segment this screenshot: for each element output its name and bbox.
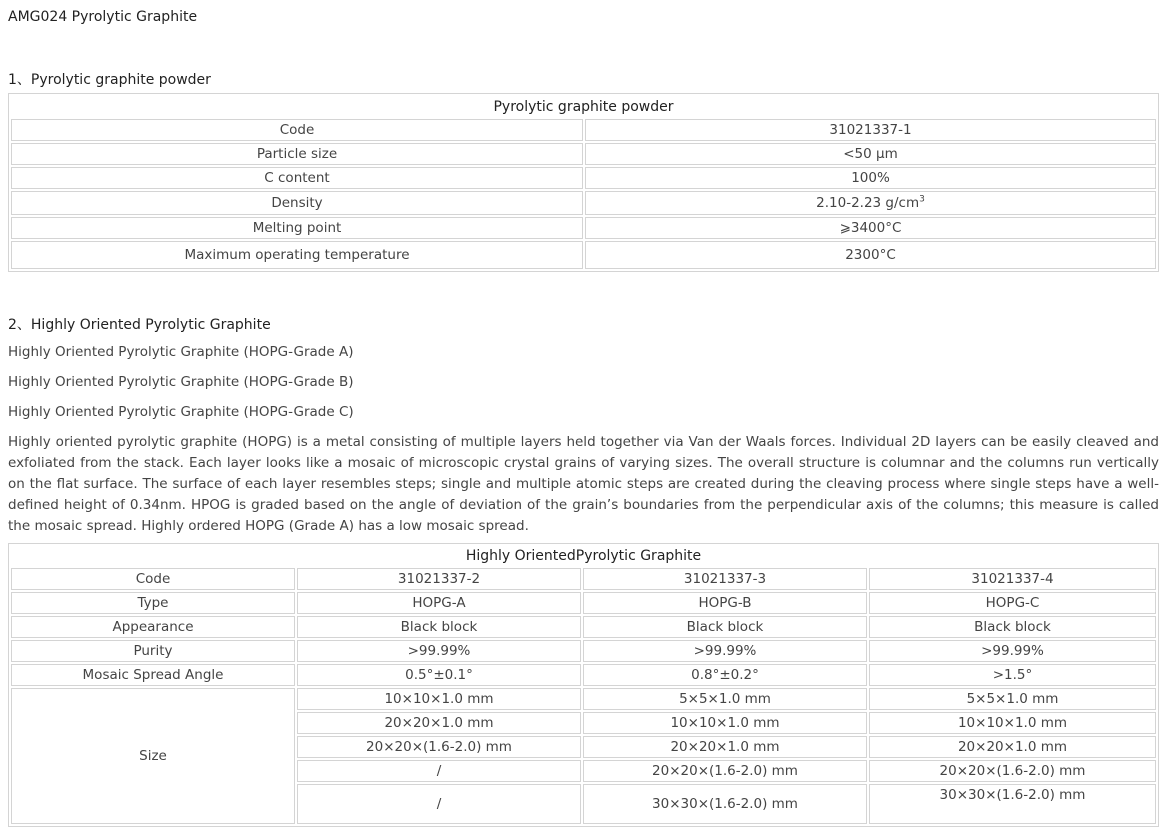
cell: 20×20×1.0 mm xyxy=(583,736,867,758)
row-label: Code xyxy=(11,119,583,141)
cell: / xyxy=(297,760,581,782)
cell: 10×10×1.0 mm xyxy=(297,688,581,710)
cell: >99.99% xyxy=(869,640,1156,662)
table-row xyxy=(11,664,1156,686)
powder-table-header: Pyrolytic graphite powder xyxy=(493,98,674,115)
cell: Black block xyxy=(583,616,867,638)
cell: 10×10×1.0 mm xyxy=(869,712,1156,734)
grade-c-line: Highly Oriented Pyrolytic Graphite (HOPG-Grade C) xyxy=(8,404,354,420)
grade-b-line: Highly Oriented Pyrolytic Graphite (HOPG-Grade B) xyxy=(8,374,354,390)
cell: 20×20×(1.6-2.0) mm xyxy=(297,736,581,758)
row-label: Purity xyxy=(11,640,295,662)
table-row xyxy=(11,688,1156,710)
row-label: Code xyxy=(11,568,295,590)
cell: 5×5×1.0 mm xyxy=(583,688,867,710)
row-label: Particle size xyxy=(11,143,583,165)
table-row xyxy=(11,119,1156,141)
hopg-description: Highly oriented pyrolytic graphite (HOPG) is a metal consisting of multiple layers held together via Van der Waals forces. Individual 2D layers can be easily cleaved and exfoliated from the stack. Each layer looks like a mosaic of microscopic crystal grains of varying sizes. The overall structure is columnar and the columns run vertically on the flat surface. The surface of each layer resembles steps; single and multiple atomic steps are created during the cleaving process where single steps have a well-defined height of 0.34nm. HPOG is graded based on the angle of deviation of the grain’s boundaries from the perpendicular axis of the columns; this measure is called the mosaic spread. Highly ordered HOPG (Grade A) has a low mosaic spread. xyxy=(8,434,1159,534)
table-row xyxy=(11,217,1156,239)
row-label: Melting point xyxy=(11,217,583,239)
row-label: Appearance xyxy=(11,616,295,638)
section1-heading: 1、Pyrolytic graphite powder xyxy=(8,72,211,88)
table-row xyxy=(11,167,1156,189)
size-label: Size xyxy=(11,688,295,824)
page-title: AMG024 Pyrolytic Graphite xyxy=(8,9,198,25)
row-value: 31021337-1 xyxy=(585,119,1156,141)
cell: 5×5×1.0 mm xyxy=(869,688,1156,710)
cell: HOPG-B xyxy=(583,592,867,614)
cell: >99.99% xyxy=(583,640,867,662)
cell: 31021337-4 xyxy=(869,568,1156,590)
row-label: Maximum operating temperature xyxy=(11,241,583,269)
row-value: 2300°C xyxy=(585,241,1156,269)
cell: 0.8°±0.2° xyxy=(583,664,867,686)
hopg-table-header: Highly OrientedPyrolytic Graphite xyxy=(465,548,702,564)
cell: 20×20×(1.6-2.0) mm xyxy=(583,760,867,782)
density-unit-exponent: 3 xyxy=(919,194,925,205)
row-value xyxy=(585,191,1156,215)
cell: 30×30×(1.6-2.0) mm xyxy=(583,784,867,824)
cell: / xyxy=(297,784,581,824)
cell: 20×20×1.0 mm xyxy=(869,736,1156,758)
grade-a-line: Highly Oriented Pyrolytic Graphite (HOPG-Grade A) xyxy=(8,344,354,360)
cell: 0.5°±0.1° xyxy=(297,664,581,686)
cell: >1.5° xyxy=(869,664,1156,686)
row-value: 100% xyxy=(585,167,1156,189)
cell: 20×20×(1.6-2.0) mm xyxy=(869,760,1156,782)
table-row xyxy=(11,616,1156,638)
row-value: <50 μm xyxy=(585,143,1156,165)
cell: HOPG-C xyxy=(869,592,1156,614)
row-label: Density xyxy=(11,191,583,215)
powder-table xyxy=(8,93,1159,272)
row-label: Mosaic Spread Angle xyxy=(11,664,295,686)
cell: HOPG-A xyxy=(297,592,581,614)
cell: 30×30×(1.6-2.0) mm xyxy=(869,784,1156,824)
table-row xyxy=(11,568,1156,590)
density-value: 2.10-2.23 g/cm xyxy=(816,195,920,211)
table-row xyxy=(11,241,1156,269)
cell: 31021337-3 xyxy=(583,568,867,590)
table-row xyxy=(11,143,1156,165)
section2-heading: 2、Highly Oriented Pyrolytic Graphite xyxy=(8,317,271,333)
cell: Black block xyxy=(869,616,1156,638)
row-label: Type xyxy=(11,592,295,614)
cell: 10×10×1.0 mm xyxy=(583,712,867,734)
table-row xyxy=(11,191,1156,215)
table-row xyxy=(11,592,1156,614)
row-label: C content xyxy=(11,167,583,189)
cell: 20×20×1.0 mm xyxy=(297,712,581,734)
table-row xyxy=(11,640,1156,662)
row-value: ⩾3400°C xyxy=(585,217,1156,239)
hopg-table xyxy=(8,543,1159,827)
cell: >99.99% xyxy=(297,640,581,662)
cell: 31021337-2 xyxy=(297,568,581,590)
cell: Black block xyxy=(297,616,581,638)
